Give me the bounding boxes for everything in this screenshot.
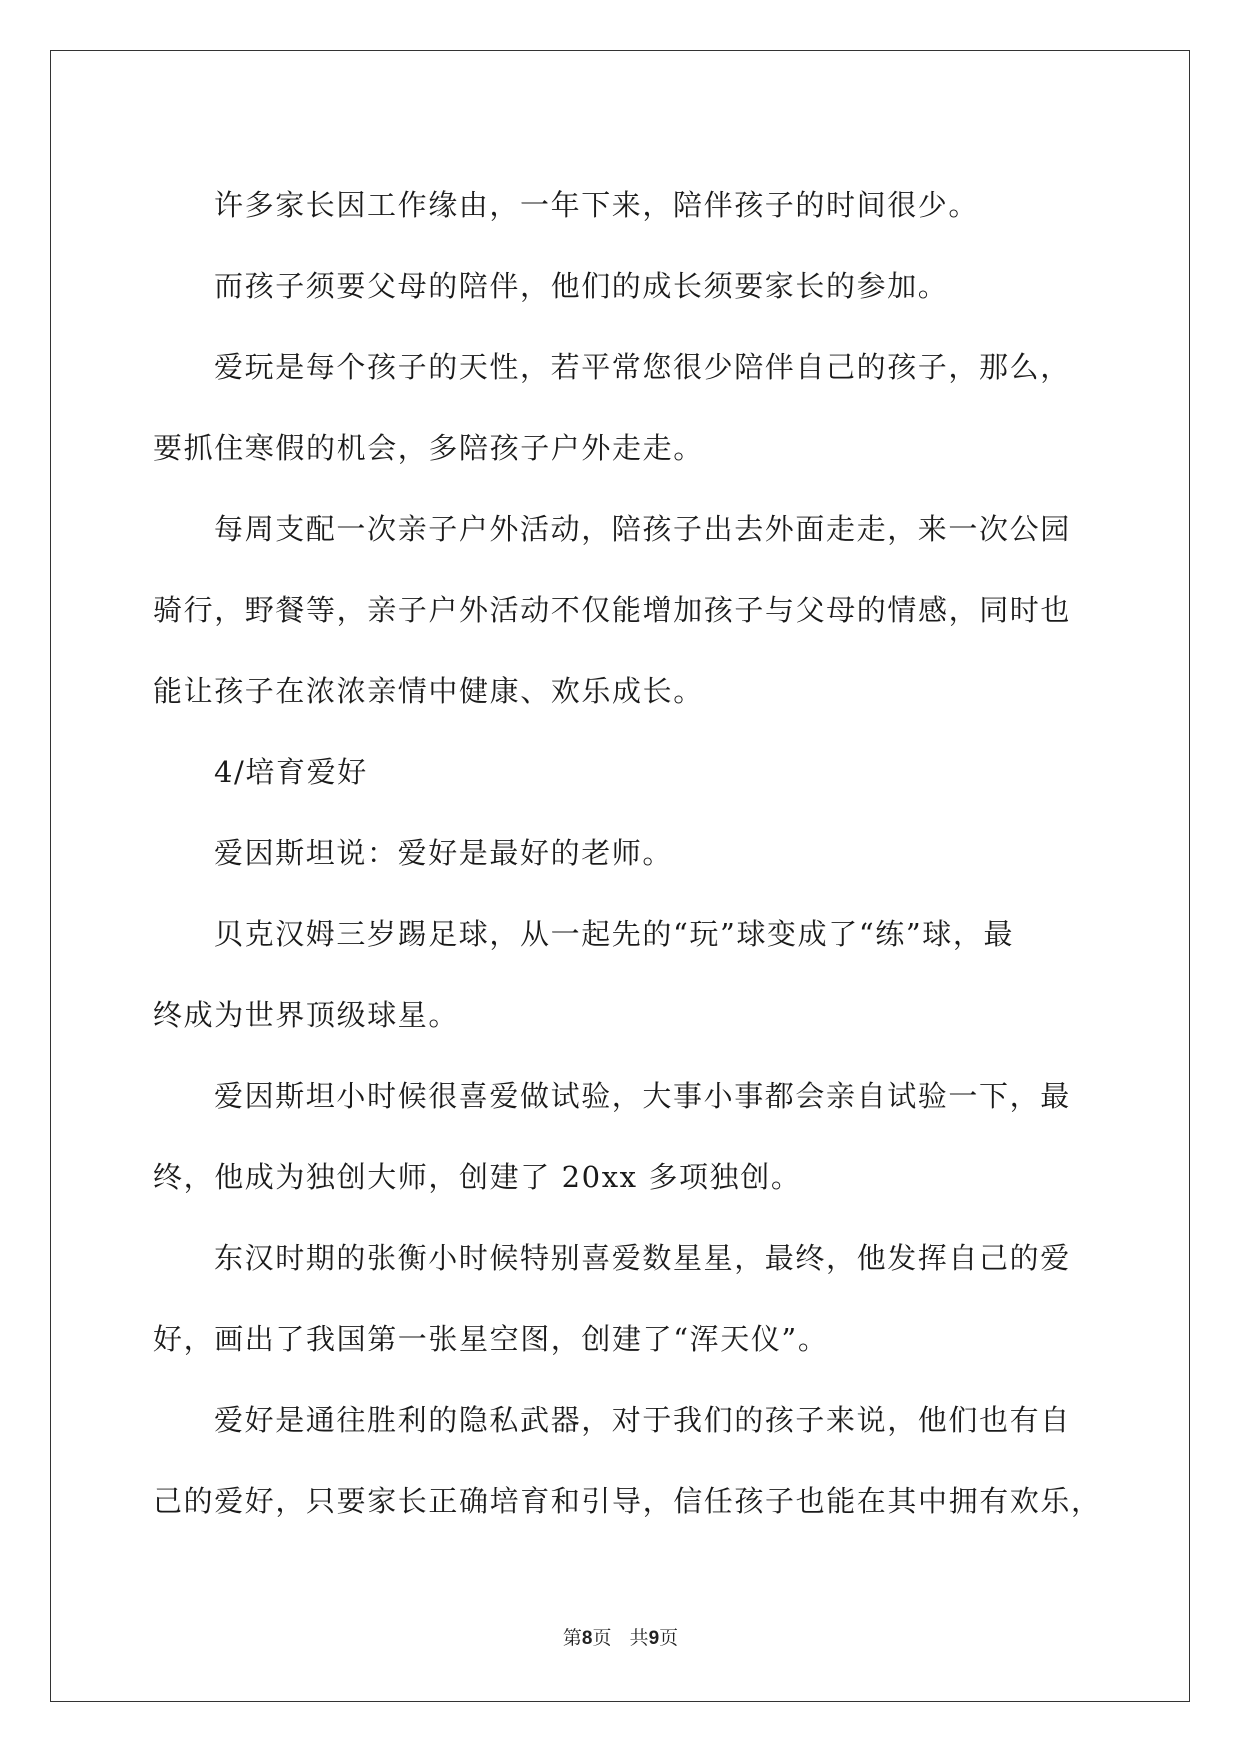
body-line: 而孩子须要父母的陪伴，他们的成长须要家长的参加。 <box>214 269 949 303</box>
page-footer <box>0 1623 1241 1650</box>
body-line: 能让孩子在浓浓亲情中健康、欢乐成长。 <box>153 674 704 708</box>
footer-middle: 页 共 <box>592 1627 649 1649</box>
body-line: 骑行，野餐等，亲子户外活动不仅能增加孩子与父母的情感，同时也 <box>153 593 1072 627</box>
body-line: 终成为世界顶级球星。 <box>153 998 460 1032</box>
document-body <box>153 165 1102 1542</box>
section-heading: 4/培育爱好 <box>214 755 368 789</box>
body-line: 东汉时期的张衡小时候特别喜爱数星星，最终，他发挥自己的爱 <box>214 1241 1071 1275</box>
body-line: 每周支配一次亲子户外活动，陪孩子出去外面走走，来一次公园 <box>214 512 1071 546</box>
body-line: 要抓住寒假的机会，多陪孩子户外走走。 <box>153 431 704 465</box>
body-line: 爱好是通往胜利的隐私武器，对于我们的孩子来说，他们也有自 <box>214 1403 1071 1437</box>
footer-suffix: 页 <box>659 1627 679 1649</box>
body-line: 爱因斯坦小时候很喜爱做试验，大事小事都会亲自试验一下，最 <box>214 1079 1071 1113</box>
total-pages-number: 9 <box>648 1628 660 1649</box>
body-line: 许多家长因工作缘由，一年下来，陪伴孩子的时间很少。 <box>214 188 980 222</box>
body-line: 好，画出了我国第一张星空图，创建了“浑天仪”。 <box>153 1322 829 1356</box>
current-page-number: 8 <box>581 1628 593 1649</box>
body-line: 贝克汉姆三岁踢足球，从一起先的“玩”球变成了“练”球，最 <box>214 917 1015 951</box>
footer-prefix: 第 <box>562 1627 582 1649</box>
body-line: 己的爱好，只要家长正确培育和引导，信任孩子也能在其中拥有欢乐， <box>153 1484 1102 1518</box>
body-line: 终，他成为独创大师，创建了 20xx 多项独创。 <box>153 1160 802 1194</box>
body-line: 爱玩是每个孩子的天性，若平常您很少陪伴自己的孩子，那么， <box>214 350 1071 384</box>
body-line: 爱因斯坦说：爱好是最好的老师。 <box>214 836 674 870</box>
